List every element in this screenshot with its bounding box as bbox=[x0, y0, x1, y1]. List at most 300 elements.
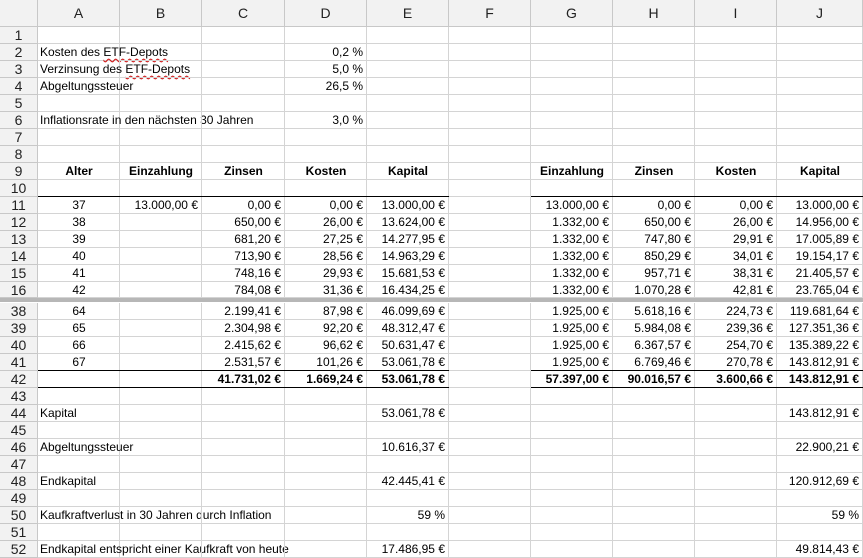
cell-d5[interactable] bbox=[285, 95, 367, 112]
cell-d2[interactable] bbox=[285, 44, 367, 61]
cell-h4[interactable] bbox=[613, 78, 695, 95]
cell-a14[interactable] bbox=[38, 248, 120, 265]
cell-i7[interactable] bbox=[695, 129, 777, 146]
cell-d4[interactable] bbox=[285, 78, 367, 95]
cell-j6[interactable] bbox=[777, 112, 863, 129]
cell-d16[interactable] bbox=[285, 282, 367, 298]
cell-j11[interactable] bbox=[777, 197, 863, 214]
cell-i48[interactable] bbox=[695, 473, 777, 490]
row-header-47[interactable]: 47 bbox=[0, 456, 38, 473]
cell-b7[interactable] bbox=[120, 129, 202, 146]
cell-g8[interactable] bbox=[531, 146, 613, 163]
cell-i49[interactable] bbox=[695, 490, 777, 507]
row-header-13[interactable]: 13 bbox=[0, 231, 38, 248]
cell-j38[interactable] bbox=[777, 303, 863, 320]
cell-g47[interactable] bbox=[531, 456, 613, 473]
cell-i9[interactable] bbox=[695, 163, 777, 180]
cell-b39[interactable] bbox=[120, 320, 202, 337]
cell-g40[interactable] bbox=[531, 337, 613, 354]
cell-j9[interactable] bbox=[777, 163, 863, 180]
cell-g38[interactable] bbox=[531, 303, 613, 320]
cell-c2[interactable] bbox=[202, 44, 285, 61]
cell-h50[interactable] bbox=[613, 507, 695, 524]
cell-f9[interactable] bbox=[449, 163, 531, 180]
cell-g5[interactable] bbox=[531, 95, 613, 112]
cell-c4[interactable] bbox=[202, 78, 285, 95]
cell-j51[interactable] bbox=[777, 524, 863, 541]
cell-d47[interactable] bbox=[285, 456, 367, 473]
cell-c46[interactable] bbox=[202, 439, 285, 456]
cell-e1[interactable] bbox=[367, 27, 449, 44]
cell-f12[interactable] bbox=[449, 214, 531, 231]
cell-g6[interactable] bbox=[531, 112, 613, 129]
cell-b13[interactable] bbox=[120, 231, 202, 248]
cell-e42[interactable] bbox=[367, 371, 449, 388]
cell-d13[interactable] bbox=[285, 231, 367, 248]
cell-e44[interactable] bbox=[367, 405, 449, 422]
cell-g4[interactable] bbox=[531, 78, 613, 95]
cell-f13[interactable] bbox=[449, 231, 531, 248]
cell-h7[interactable] bbox=[613, 129, 695, 146]
column-header-h[interactable]: H bbox=[613, 0, 695, 27]
cell-h42[interactable] bbox=[613, 371, 695, 388]
row-header-7[interactable]: 7 bbox=[0, 129, 38, 146]
cell-g41[interactable] bbox=[531, 354, 613, 371]
cell-h49[interactable] bbox=[613, 490, 695, 507]
row-header-15[interactable]: 15 bbox=[0, 265, 38, 282]
cell-c12[interactable] bbox=[202, 214, 285, 231]
cell-e41[interactable] bbox=[367, 354, 449, 371]
cell-b45[interactable] bbox=[120, 422, 202, 439]
cell-g44[interactable] bbox=[531, 405, 613, 422]
cell-a50[interactable] bbox=[38, 507, 272, 524]
cell-i52[interactable] bbox=[695, 541, 777, 558]
cell-f52[interactable] bbox=[449, 541, 531, 558]
cell-b40[interactable] bbox=[120, 337, 202, 354]
cell-j47[interactable] bbox=[777, 456, 863, 473]
cell-j2[interactable] bbox=[777, 44, 863, 61]
cell-h40[interactable] bbox=[613, 337, 695, 354]
cell-c51[interactable] bbox=[202, 524, 285, 541]
cell-j41[interactable] bbox=[777, 354, 863, 371]
cell-j43[interactable] bbox=[777, 388, 863, 405]
cell-f7[interactable] bbox=[449, 129, 531, 146]
cell-f50[interactable] bbox=[449, 507, 531, 524]
cell-f40[interactable] bbox=[449, 337, 531, 354]
cell-b11[interactable] bbox=[120, 197, 202, 214]
cell-d11[interactable] bbox=[285, 197, 367, 214]
cell-h14[interactable] bbox=[613, 248, 695, 265]
cell-c5[interactable] bbox=[202, 95, 285, 112]
cell-d12[interactable] bbox=[285, 214, 367, 231]
cell-d38[interactable] bbox=[285, 303, 367, 320]
cell-h51[interactable] bbox=[613, 524, 695, 541]
cell-f6[interactable] bbox=[449, 112, 531, 129]
cell-j45[interactable] bbox=[777, 422, 863, 439]
cell-a47[interactable] bbox=[38, 456, 120, 473]
cell-b42[interactable] bbox=[120, 371, 202, 388]
cell-j5[interactable] bbox=[777, 95, 863, 112]
cell-g42[interactable] bbox=[531, 371, 613, 388]
cell-h52[interactable] bbox=[613, 541, 695, 558]
cell-e43[interactable] bbox=[367, 388, 449, 405]
cell-h1[interactable] bbox=[613, 27, 695, 44]
cell-a39[interactable] bbox=[38, 320, 120, 337]
cell-b14[interactable] bbox=[120, 248, 202, 265]
cell-i40[interactable] bbox=[695, 337, 777, 354]
cell-f10[interactable] bbox=[449, 180, 531, 197]
cell-c39[interactable] bbox=[202, 320, 285, 337]
cell-i42[interactable] bbox=[695, 371, 777, 388]
cell-a44[interactable] bbox=[38, 405, 120, 422]
cell-i10[interactable] bbox=[695, 180, 777, 197]
cell-f14[interactable] bbox=[449, 248, 531, 265]
cell-b3[interactable] bbox=[120, 61, 202, 78]
cell-i14[interactable] bbox=[695, 248, 777, 265]
cell-g10[interactable] bbox=[531, 180, 613, 197]
row-header-46[interactable]: 46 bbox=[0, 439, 38, 456]
cell-g16[interactable] bbox=[531, 282, 613, 298]
cell-g39[interactable] bbox=[531, 320, 613, 337]
cell-b2[interactable] bbox=[120, 44, 202, 61]
cell-h41[interactable] bbox=[613, 354, 695, 371]
cell-e16[interactable] bbox=[367, 282, 449, 298]
cell-g11[interactable] bbox=[531, 197, 613, 214]
cell-c15[interactable] bbox=[202, 265, 285, 282]
cell-a42[interactable] bbox=[38, 371, 120, 388]
cell-b15[interactable] bbox=[120, 265, 202, 282]
cell-h38[interactable] bbox=[613, 303, 695, 320]
cell-a9[interactable] bbox=[38, 163, 120, 180]
cell-c48[interactable] bbox=[202, 473, 285, 490]
cell-e40[interactable] bbox=[367, 337, 449, 354]
cell-e48[interactable] bbox=[367, 473, 449, 490]
cell-e6[interactable] bbox=[367, 112, 449, 129]
cell-c13[interactable] bbox=[202, 231, 285, 248]
row-header-5[interactable]: 5 bbox=[0, 95, 38, 112]
cell-j42[interactable] bbox=[777, 371, 863, 388]
row-header-6[interactable]: 6 bbox=[0, 112, 38, 129]
cell-b16[interactable] bbox=[120, 282, 202, 298]
cell-j44[interactable] bbox=[777, 405, 863, 422]
cell-e7[interactable] bbox=[367, 129, 449, 146]
cell-a43[interactable] bbox=[38, 388, 120, 405]
cell-a7[interactable] bbox=[38, 129, 120, 146]
cell-c6[interactable] bbox=[202, 112, 285, 129]
cell-a12[interactable] bbox=[38, 214, 120, 231]
cell-i41[interactable] bbox=[695, 354, 777, 371]
cell-g3[interactable] bbox=[531, 61, 613, 78]
column-header-g[interactable]: G bbox=[531, 0, 613, 27]
cell-c50[interactable] bbox=[202, 507, 285, 524]
cell-j49[interactable] bbox=[777, 490, 863, 507]
cell-h5[interactable] bbox=[613, 95, 695, 112]
cell-g2[interactable] bbox=[531, 44, 613, 61]
cell-e10[interactable] bbox=[367, 180, 449, 197]
cell-h11[interactable] bbox=[613, 197, 695, 214]
cell-c9[interactable] bbox=[202, 163, 285, 180]
cell-c1[interactable] bbox=[202, 27, 285, 44]
cell-a46[interactable] bbox=[38, 439, 134, 456]
cell-b51[interactable] bbox=[120, 524, 202, 541]
cell-d15[interactable] bbox=[285, 265, 367, 282]
row-header-9[interactable]: 9 bbox=[0, 163, 38, 180]
cell-j7[interactable] bbox=[777, 129, 863, 146]
cell-f51[interactable] bbox=[449, 524, 531, 541]
cell-f41[interactable] bbox=[449, 354, 531, 371]
cell-j10[interactable] bbox=[777, 180, 863, 197]
cell-i5[interactable] bbox=[695, 95, 777, 112]
cell-c44[interactable] bbox=[202, 405, 285, 422]
cell-c11[interactable] bbox=[202, 197, 285, 214]
cell-f15[interactable] bbox=[449, 265, 531, 282]
cell-g46[interactable] bbox=[531, 439, 613, 456]
cell-a51[interactable] bbox=[38, 524, 120, 541]
row-header-51[interactable]: 51 bbox=[0, 524, 38, 541]
cell-c43[interactable] bbox=[202, 388, 285, 405]
cell-e50[interactable] bbox=[367, 507, 449, 524]
cell-f44[interactable] bbox=[449, 405, 531, 422]
cell-b1[interactable] bbox=[120, 27, 202, 44]
cell-e46[interactable] bbox=[367, 439, 449, 456]
cell-h39[interactable] bbox=[613, 320, 695, 337]
cell-g43[interactable] bbox=[531, 388, 613, 405]
cell-j8[interactable] bbox=[777, 146, 863, 163]
cell-d42[interactable] bbox=[285, 371, 367, 388]
cell-h43[interactable] bbox=[613, 388, 695, 405]
cell-h13[interactable] bbox=[613, 231, 695, 248]
cell-g14[interactable] bbox=[531, 248, 613, 265]
cell-i6[interactable] bbox=[695, 112, 777, 129]
cell-f5[interactable] bbox=[449, 95, 531, 112]
cell-j52[interactable] bbox=[777, 541, 863, 558]
cell-a40[interactable] bbox=[38, 337, 120, 354]
cell-i4[interactable] bbox=[695, 78, 777, 95]
cell-f46[interactable] bbox=[449, 439, 531, 456]
cell-j3[interactable] bbox=[777, 61, 863, 78]
cell-i39[interactable] bbox=[695, 320, 777, 337]
cell-b46[interactable] bbox=[120, 439, 202, 456]
row-header-52[interactable]: 52 bbox=[0, 541, 38, 558]
cell-e5[interactable] bbox=[367, 95, 449, 112]
cell-b47[interactable] bbox=[120, 456, 202, 473]
cell-g15[interactable] bbox=[531, 265, 613, 282]
cell-f43[interactable] bbox=[449, 388, 531, 405]
cell-a2[interactable] bbox=[38, 44, 169, 61]
cell-d41[interactable] bbox=[285, 354, 367, 371]
cell-h44[interactable] bbox=[613, 405, 695, 422]
cell-c40[interactable] bbox=[202, 337, 285, 354]
row-header-41[interactable]: 41 bbox=[0, 354, 38, 371]
row-header-49[interactable]: 49 bbox=[0, 490, 38, 507]
cell-b50[interactable] bbox=[120, 507, 202, 524]
cell-d8[interactable] bbox=[285, 146, 367, 163]
cell-h8[interactable] bbox=[613, 146, 695, 163]
row-header-50[interactable]: 50 bbox=[0, 507, 38, 524]
row-header-44[interactable]: 44 bbox=[0, 405, 38, 422]
column-header-c[interactable]: C bbox=[202, 0, 285, 27]
cell-d52[interactable] bbox=[285, 541, 367, 558]
cell-j48[interactable] bbox=[777, 473, 863, 490]
cell-b52[interactable] bbox=[120, 541, 202, 558]
row-header-14[interactable]: 14 bbox=[0, 248, 38, 265]
cell-a15[interactable] bbox=[38, 265, 120, 282]
cell-b4[interactable] bbox=[120, 78, 202, 95]
cell-h9[interactable] bbox=[613, 163, 695, 180]
column-header-d[interactable]: D bbox=[285, 0, 367, 27]
column-header-f[interactable]: F bbox=[449, 0, 531, 27]
row-header-1[interactable]: 1 bbox=[0, 27, 38, 44]
cell-g50[interactable] bbox=[531, 507, 613, 524]
row-header-4[interactable]: 4 bbox=[0, 78, 38, 95]
cell-a6[interactable] bbox=[38, 112, 254, 129]
cell-b8[interactable] bbox=[120, 146, 202, 163]
cell-i51[interactable] bbox=[695, 524, 777, 541]
cell-e51[interactable] bbox=[367, 524, 449, 541]
cell-d44[interactable] bbox=[285, 405, 367, 422]
cell-b43[interactable] bbox=[120, 388, 202, 405]
cell-i45[interactable] bbox=[695, 422, 777, 439]
cell-b12[interactable] bbox=[120, 214, 202, 231]
row-header-10[interactable]: 10 bbox=[0, 180, 38, 197]
cell-h48[interactable] bbox=[613, 473, 695, 490]
cell-b5[interactable] bbox=[120, 95, 202, 112]
cell-b9[interactable] bbox=[120, 163, 202, 180]
cell-e4[interactable] bbox=[367, 78, 449, 95]
column-header-i[interactable]: I bbox=[695, 0, 777, 27]
cell-g51[interactable] bbox=[531, 524, 613, 541]
cell-c47[interactable] bbox=[202, 456, 285, 473]
cell-i8[interactable] bbox=[695, 146, 777, 163]
cell-b44[interactable] bbox=[120, 405, 202, 422]
row-header-48[interactable]: 48 bbox=[0, 473, 38, 490]
cell-h15[interactable] bbox=[613, 265, 695, 282]
cell-g12[interactable] bbox=[531, 214, 613, 231]
cell-g45[interactable] bbox=[531, 422, 613, 439]
cell-i2[interactable] bbox=[695, 44, 777, 61]
cell-j12[interactable] bbox=[777, 214, 863, 231]
cell-c10[interactable] bbox=[202, 180, 285, 197]
cell-a52[interactable] bbox=[38, 541, 289, 558]
cell-i12[interactable] bbox=[695, 214, 777, 231]
cell-f42[interactable] bbox=[449, 371, 531, 388]
cell-h3[interactable] bbox=[613, 61, 695, 78]
cell-d39[interactable] bbox=[285, 320, 367, 337]
cell-c52[interactable] bbox=[202, 541, 285, 558]
cell-a45[interactable] bbox=[38, 422, 120, 439]
cell-h45[interactable] bbox=[613, 422, 695, 439]
cell-h10[interactable] bbox=[613, 180, 695, 197]
cell-a11[interactable] bbox=[38, 197, 120, 214]
cell-e49[interactable] bbox=[367, 490, 449, 507]
cell-i50[interactable] bbox=[695, 507, 777, 524]
cell-d3[interactable] bbox=[285, 61, 367, 78]
cell-h16[interactable] bbox=[613, 282, 695, 298]
cell-f39[interactable] bbox=[449, 320, 531, 337]
column-header-j[interactable]: J bbox=[777, 0, 863, 27]
cell-c16[interactable] bbox=[202, 282, 285, 298]
cell-i43[interactable] bbox=[695, 388, 777, 405]
cell-e11[interactable] bbox=[367, 197, 449, 214]
cell-f45[interactable] bbox=[449, 422, 531, 439]
cell-d14[interactable] bbox=[285, 248, 367, 265]
cell-h2[interactable] bbox=[613, 44, 695, 61]
cell-f8[interactable] bbox=[449, 146, 531, 163]
cell-d50[interactable] bbox=[285, 507, 367, 524]
cell-b48[interactable] bbox=[120, 473, 202, 490]
cell-e45[interactable] bbox=[367, 422, 449, 439]
cell-a13[interactable] bbox=[38, 231, 120, 248]
select-all-corner[interactable] bbox=[0, 0, 38, 27]
cell-h47[interactable] bbox=[613, 456, 695, 473]
cell-i47[interactable] bbox=[695, 456, 777, 473]
row-header-40[interactable]: 40 bbox=[0, 337, 38, 354]
cell-f3[interactable] bbox=[449, 61, 531, 78]
cell-f48[interactable] bbox=[449, 473, 531, 490]
cell-e12[interactable] bbox=[367, 214, 449, 231]
cell-d9[interactable] bbox=[285, 163, 367, 180]
row-header-16[interactable]: 16 bbox=[0, 282, 38, 298]
cell-d1[interactable] bbox=[285, 27, 367, 44]
cell-j39[interactable] bbox=[777, 320, 863, 337]
cell-e15[interactable] bbox=[367, 265, 449, 282]
row-header-3[interactable]: 3 bbox=[0, 61, 38, 78]
column-header-a[interactable]: A bbox=[38, 0, 120, 27]
cell-f38[interactable] bbox=[449, 303, 531, 320]
column-header-e[interactable]: E bbox=[367, 0, 449, 27]
cell-a48[interactable] bbox=[38, 473, 120, 490]
cell-b49[interactable] bbox=[120, 490, 202, 507]
cell-c7[interactable] bbox=[202, 129, 285, 146]
cell-i44[interactable] bbox=[695, 405, 777, 422]
cell-a16[interactable] bbox=[38, 282, 120, 298]
cell-i3[interactable] bbox=[695, 61, 777, 78]
cell-f4[interactable] bbox=[449, 78, 531, 95]
cell-f2[interactable] bbox=[449, 44, 531, 61]
cell-d48[interactable] bbox=[285, 473, 367, 490]
cell-d49[interactable] bbox=[285, 490, 367, 507]
cell-c8[interactable] bbox=[202, 146, 285, 163]
cell-j13[interactable] bbox=[777, 231, 863, 248]
cell-i46[interactable] bbox=[695, 439, 777, 456]
cell-i16[interactable] bbox=[695, 282, 777, 298]
cell-d43[interactable] bbox=[285, 388, 367, 405]
cell-a4[interactable] bbox=[38, 78, 134, 95]
cell-a5[interactable] bbox=[38, 95, 120, 112]
cell-j40[interactable] bbox=[777, 337, 863, 354]
cell-b10[interactable] bbox=[120, 180, 202, 197]
cell-c3[interactable] bbox=[202, 61, 285, 78]
cell-a3[interactable] bbox=[38, 61, 191, 78]
cell-d46[interactable] bbox=[285, 439, 367, 456]
cell-e14[interactable] bbox=[367, 248, 449, 265]
cell-g9[interactable] bbox=[531, 163, 613, 180]
cell-e8[interactable] bbox=[367, 146, 449, 163]
cell-a38[interactable] bbox=[38, 303, 120, 320]
cell-c38[interactable] bbox=[202, 303, 285, 320]
cell-e52[interactable] bbox=[367, 541, 449, 558]
cell-h6[interactable] bbox=[613, 112, 695, 129]
cell-e47[interactable] bbox=[367, 456, 449, 473]
cell-b41[interactable] bbox=[120, 354, 202, 371]
cell-g7[interactable] bbox=[531, 129, 613, 146]
cell-j46[interactable] bbox=[777, 439, 863, 456]
row-header-2[interactable]: 2 bbox=[0, 44, 38, 61]
cell-c45[interactable] bbox=[202, 422, 285, 439]
cell-d6[interactable] bbox=[285, 112, 367, 129]
cell-d51[interactable] bbox=[285, 524, 367, 541]
row-header-38[interactable]: 38 bbox=[0, 303, 38, 320]
